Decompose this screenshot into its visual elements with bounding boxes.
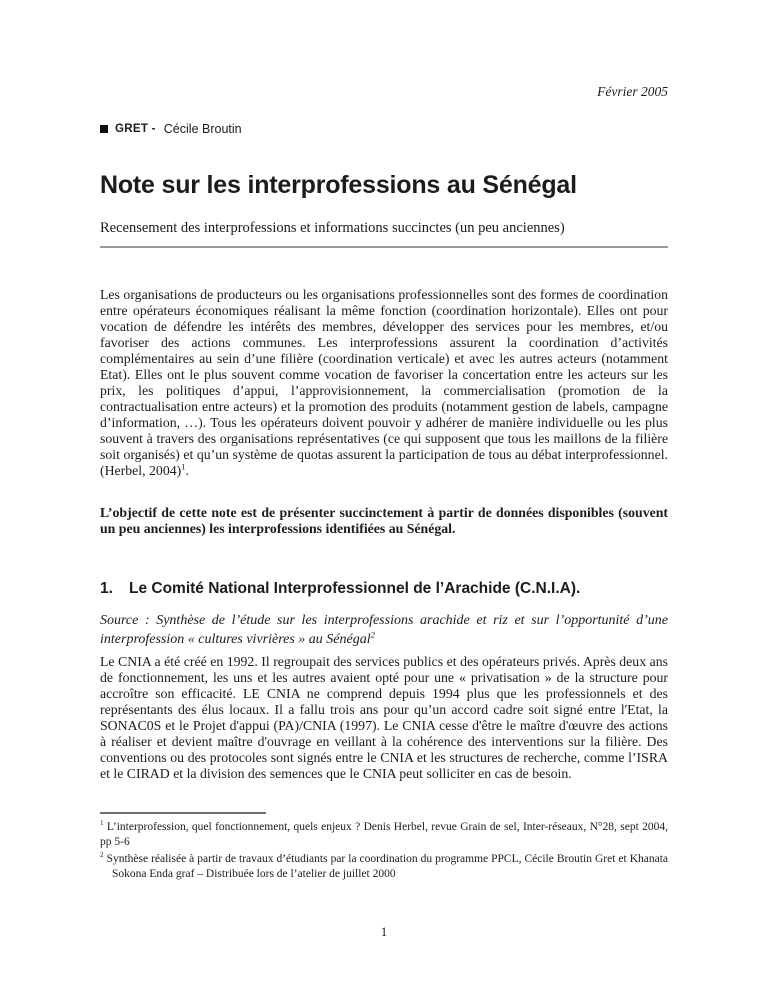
footnote-2-marker: 2 [100, 851, 104, 860]
section-1-title: Le Comité National Interprofessionnel de l’Arachide (C.N.I.A). [129, 580, 581, 597]
footnote-1-marker: 1 [100, 819, 104, 828]
intro-paragraph [100, 287, 668, 479]
gret-logo-square-icon [100, 125, 108, 133]
footnote-2-text: Synthèse réalisée à partir de travaux d’étudiants par la coordination du programme PPCL, Cécile Broutin Gret et Khanata Sokona Enda graf – Distribuée lors de l’atelier de juillet 2000 [106, 853, 669, 880]
footnote-1 [100, 820, 668, 850]
date-line: Février 2005 [597, 84, 668, 99]
source-text: Source : Synthèse de l’étude sur les interprofessions arachide et riz et sur l’opportunité d’une interprofession « cultures vivrières » au Sénégal [100, 613, 668, 647]
page-number: 1 [380, 924, 388, 939]
footnote-1-text: L’interprofession, quel fonctionnement, quels enjeux ? Denis Herbel, revue Grain de sel, Inter-réseaux, N°28, sept 2004, pp 5-6 [100, 821, 669, 848]
header-divider [100, 246, 668, 248]
brand-line [100, 122, 668, 136]
section-1-number: 1. [100, 580, 113, 597]
section-1-body: Le CNIA a été créé en 1992. Il regroupait des services publics et des opérateurs privés. Après deux ans de fonctionnement, les uns et les autres avaient opté pour une « privatisation » de la structure pour accroître son efficacité. LE CNIA ne comprend depuis 1994 plus que les professionnels et des représentants des élus locaux. Il a fallu trois ans pour qu’un accord cadre soit signé entre l'Etat, la SONAC0S et le Projet d'appui (PA)/CNIA (1997). Le CNIA cesse d'être le maître d'œuvre des actions à réaliser et devient maître d'ouvrage en veillant à la cohérence des interventions sur la filière. Des conventions ou des protocoles sont signés entre le CNIA et les structures de recherche, comme l’ISRA et le CIRAD et la division des semences que le CNIA peut solliciter en cas de besoin. [100, 654, 668, 781]
org-name: GRET - [115, 123, 156, 135]
objective-paragraph: L’objectif de cette note est de présenter succinctement à partir de données disponibles (souvent un peu anciennes) les interprofessions identifiées au Sénégal. [100, 505, 668, 536]
intro-closing-period: . [185, 463, 189, 478]
section-1-heading [100, 579, 668, 599]
footnote-divider [100, 812, 266, 814]
page-subtitle: Recensement des interprofessions et informations succinctes (un peu anciennes) [100, 220, 565, 236]
footnote-2 [100, 852, 668, 882]
footnote-ref-2: 2 [370, 629, 375, 640]
footnotes [100, 820, 668, 884]
footnote-ref-1: 1 [181, 461, 186, 472]
section-1-source [100, 611, 668, 649]
author-name: Cécile Broutin [163, 122, 242, 136]
intro-text: Les organisations de producteurs ou les organisations professionnelles sont des formes de coordination entre opérateurs économiques réalisant la même fonction (coordination horizontale). Elles ont pour vocation de défendre les intérêts des membres, développer des services pour les membres, et/ou favoriser des actions communes. Les interprofessions assurent la coordination d’activités complémentaires au sein d’une filière (coordination verticale) et avec les autres acteurs (notamment Etat). Elles ont le plus souvent comme vocation de favoriser la concertation entre les acteurs sur les prix, les politiques d’appui, l’approvisionnement, la commercialisation (promotion de la contractualisation entre acteurs) et la promotion des produits (notamment gestion de labels, campagne d’information, …). Tous les opérateurs doivent pouvoir y adhérer de manière individuelle ou les plus souvent à travers des organisations représentatives (ce qui supposent que tous les maillons de la filière soit organisés) et qu’un système de quotas assurent la participation de tous au débat interprofessionnel.(Herbel, 2004) [100, 287, 668, 478]
page-title: Note sur les interprofessions au Sénégal [100, 171, 577, 199]
